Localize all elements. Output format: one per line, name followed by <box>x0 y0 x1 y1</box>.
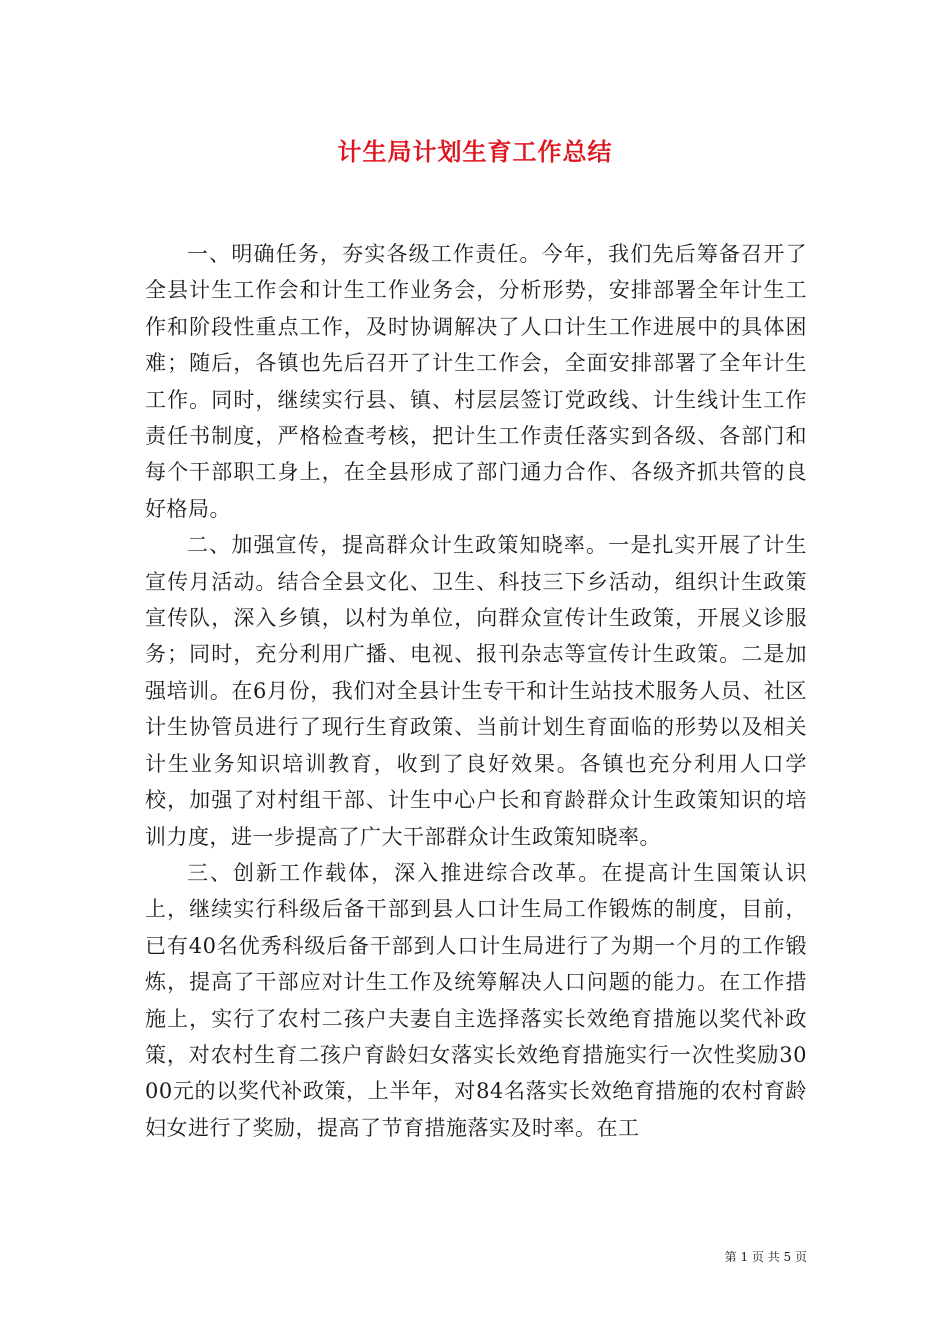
paragraph-1: 一、明确任务，夯实各级工作责任。今年，我们先后筹备召开了全县计生工作会和计生工作业务会，分析形势，安排部署全年计生工作和阶段性重点工作，及时协调解决了人口计生工作进展中的具体困难；随后，各镇也先后召开了计生工作会，全面安排部署了全年计生工作。同时，继续实行县、镇、村层层签订党政线、计生线计生工作责任书制度，严格检查考核，把计生工作责任落实到各级、各部门和每个干部职工身上，在全县形成了部门通力合作、各级齐抓共管的良好格局。 <box>145 242 807 521</box>
paragraph-3: 三、创新工作载体，深入推进综合改革。在提高计生国策认识上，继续实行科级后备干部到县人口计生局工作锻炼的制度，目前，已有40名优秀科级后备干部到人口计生局进行了为期一个月的工作锻炼，提高了干部应对计生工作及统筹解决人口问题的能力。在工作措施上，实行了农村二孩户夫妻自主选择落实长效绝育措施以奖代补政策，对农村生育二孩户育龄妇女落实长效绝育措施实行一次性奖励3000元的以奖代补政策，上半年，对84名落实长效绝育措施的农村育龄妇女进行了奖励，提高了节育措施落实及时率。在工 <box>145 860 807 1140</box>
document-title: 计生局计划生育工作总结 <box>337 137 613 166</box>
paragraph-2: 二、加强宣传，提高群众计生政策知晓率。一是扎实开展了计生宣传月活动。结合全县文化、卫生、科技三下乡活动，组织计生政策宣传队，深入乡镇，以村为单位，向群众宣传计生政策，开展义诊服务；同时，充分利用广播、电视、报刊杂志等宣传计生政策。二是加强培训。在6月份，我们对全县计生专干和计生站技术服务人员、社区计生协管员进行了现行生育政策、当前计划生育面临的形势以及相关计生业务知识培训教育，收到了良好效果。各镇也充分利用人口学校，加强了对村组干部、计生中心户长和育龄群众计生政策知识的培训力度，进一步提高了广大干部群众计生政策知晓率。 <box>145 533 807 849</box>
page-number-footer: 第 1 页 共 5 页 <box>724 1250 807 1264</box>
document-body <box>145 236 807 1146</box>
